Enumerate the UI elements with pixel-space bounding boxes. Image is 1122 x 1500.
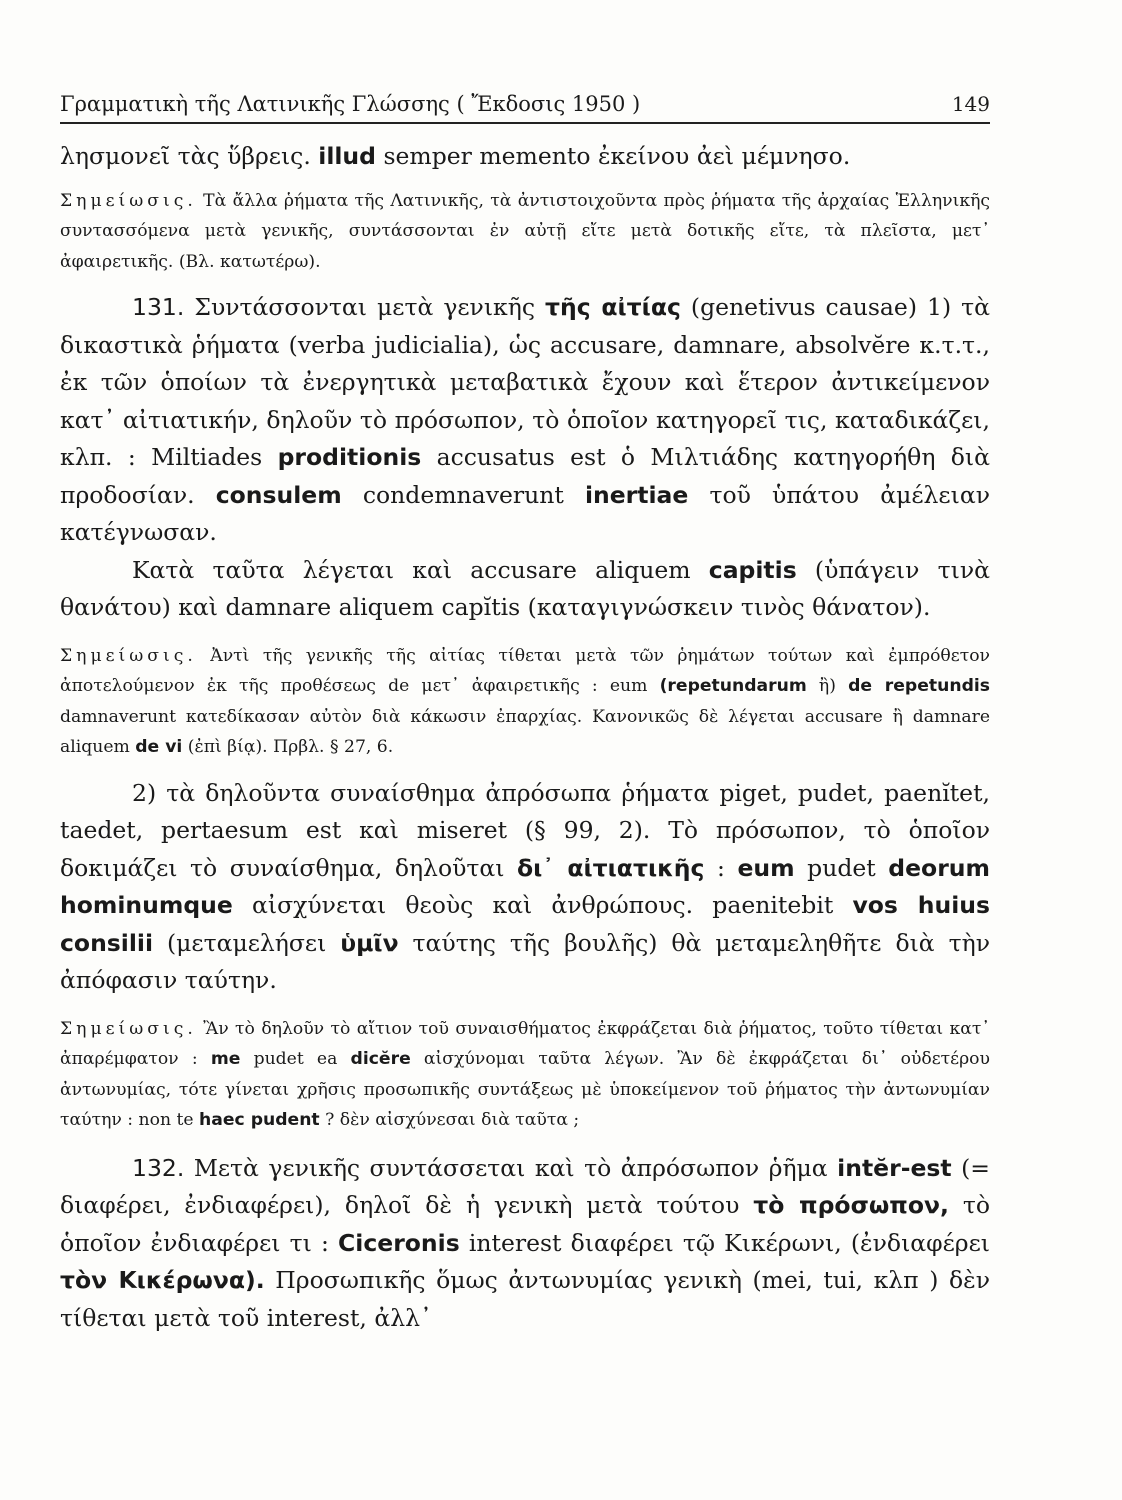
book-page bbox=[60, 92, 990, 1337]
paragraph-illud: λησμονεῖ τὰς ὕβρεις. illud semper memento ἐκείνου ἀεὶ μέμνησο. bbox=[60, 142, 851, 170]
page-number: 149 bbox=[951, 92, 990, 116]
note-1: Σημείωσις. Τὰ ἄλλα ῥήματα τῆς Λατινικῆς, τὰ ἀντιστοιχοῦντα πρὸς ῥήματα τῆς ἀρχαίας Ἑλληνικῆς συντασσόμενα μετὰ γενικῆς, συντάσσονται ἐν αὐτῇ εἴτε μετὰ δοτικῆς εἴτε, τὰ πλεῖστα, μετ᾽ ἀφαιρετικῆς. (Βλ. κατωτέρω). bbox=[60, 190, 990, 272]
paragraph-2-impersonal: 2) τὰ δηλοῦντα συναίσθημα ἀπρόσωπα ῥήματα piget, pudet, paenĭtet, taedet, pertaesum est καὶ miseret (§ 99, 2). Τὸ πρόσωπον, τὸ ὁποῖον δοκιμάζει τὸ συναίσθημα, δηλοῦται δι᾽ αἰτιατικῆς : eum pudet deorum hominumque αἰσχύνεται θεοὺς καὶ ἀνθρώπους. paenitebit vos huius consilii (μεταμελήσει ὑμῖν ταύτης τῆς βουλῆς) θὰ μεταμεληθῆτε διὰ τὴν ἀπόφασιν ταύτην. bbox=[60, 778, 991, 994]
section-131: 131. Συντάσσονται μετὰ γενικῆς τῆς αἰτίας (genetivus causae) 1) τὰ δικαστικὰ ῥήματα (verba judicialia), ὡς accusare, damnare, absolvĕre κ.τ.τ., ἐκ τῶν ὁποίων τὰ ἐνεργητικὰ μεταβατικὰ ἔχουν καὶ ἕτερον ἀντικείμενον κατ᾽ αἰτιατικήν, δηλοῦν τὸ πρόσωπον, τὸ ὁποῖον κατηγορεῖ τις, καταδικάζει, κλπ. : Miltiades proditionis accusatus est ὁ Μιλτιάδης κατηγορήθη διὰ προδοσίαν. consulem condemnaverunt inertiae τοῦ ὑπάτου ἀμέλειαν κατέγνωσαν. bbox=[60, 293, 990, 546]
section-132: 132. Μετὰ γενικῆς συντάσσεται καὶ τὸ ἀπρόσωπον ῥῆμα intĕr-est (= διαφέρει, ἐνδιαφέρει), δηλοῖ δὲ ἡ γενικὴ μετὰ τούτου τὸ πρόσωπον, τὸ ὁποῖον ἐνδιαφέρει τι : Ciceronis interest διαφέρει τῷ Κικέρωνι, (ἐνδιαφέρει τὸν Κικέρωνα). Προσωπικῆς ὅμως ἀντωνυμίας γενικὴ (mei, tui, κλπ ) δὲν τίθεται μετὰ τοῦ interest, ἀλλ᾽ bbox=[60, 1153, 991, 1332]
running-header bbox=[60, 92, 990, 124]
header-title: Γραμματικὴ τῆς Λατινικῆς Γλώσσης ( Ἔκδοσις 1950 ) bbox=[60, 92, 641, 116]
note-2: Σημείωσις. Ἀντὶ τῆς γενικῆς τῆς αἰτίας τίθεται μετὰ τῶν ῥημάτων τούτων καὶ ἐμπρόθετον ἀποτελούμενον ἐκ τῆς προθέσεως de μετ᾽ ἀφαιρετικῆς : eum (repetundarum ἢ) de repetundis damnaverunt κατεδίκασαν αὐτὸν διὰ κάκωσιν ἐπαρχίας. Κανονικῶς δὲ λέγεται accusare ἢ damnare aliquem de vi (ἐπὶ βίᾳ). Πρβλ. § 27, 6. bbox=[60, 645, 990, 757]
paragraph-kata-tauta: Κατὰ ταῦτα λέγεται καὶ accusare aliquem capitis (ὑπάγειν τινὰ θανάτου) καὶ damnare aliquem capĭtis (καταγιγνώσκειν τινὸς θάνατον). bbox=[60, 555, 990, 621]
note-3: Σημείωσις. Ἂν τὸ δηλοῦν τὸ αἴτιον τοῦ συναισθήματος ἐκφράζεται διὰ ῥήματος, τοῦτο τίθεται κατ᾽ ἀπαρέμφατον : me pudet ea dicĕre αἰσχύνομαι ταῦτα λέγων. Ἂν δὲ ἐκφράζεται δι᾽ οὐδετέρου ἀντωνυμίας, τότε γίνεται χρῆσις προσωπικῆς συντάξεως μὲ ὑποκείμενον τοῦ ῥήματος τὴν ἀντωνυμίαν ταύτην : non te haec pudent ? δὲν αἰσχύνεσαι διὰ ταῦτα ; bbox=[60, 1018, 990, 1130]
